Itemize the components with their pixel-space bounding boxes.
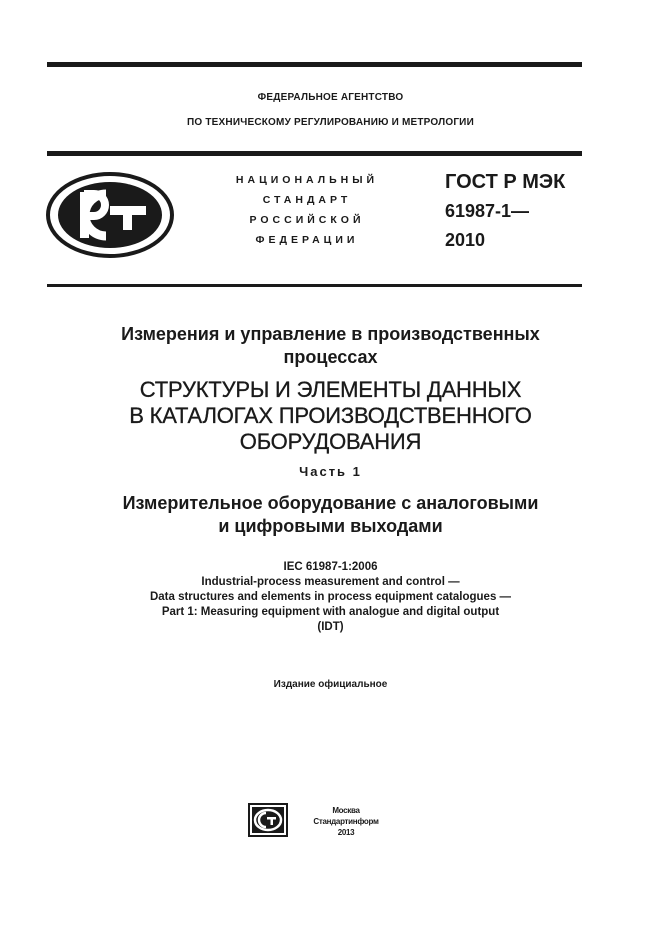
rst-certification-mark-icon [46,172,174,258]
publisher-name: Стандартинформ [313,817,379,826]
title-line-2: В КАТАЛОГАХ ПРОИЗВОДСТВЕННОГО [129,403,532,428]
title-line-3: ОБОРУДОВАНИЯ [239,429,422,454]
part-title-line-2: и цифровыми выходами [218,516,443,536]
standartinform-logo-icon [248,803,288,837]
title-rule [47,284,582,287]
iec-line-4: Part 1: Measuring equipment with analogue and digital output [161,606,500,618]
subject-line-2: процессах [283,347,378,367]
edition-note: Издание официальное [273,679,388,690]
designation-line-3: 2010 [445,230,486,250]
part-title-line-1: Измерительное оборудование с аналоговыми [122,493,539,513]
top-rule [47,62,582,67]
iec-line-5: (IDT) [317,621,344,633]
designation-line-1: ГОСТ Р МЭК [445,171,566,193]
national-standard-line-1: НАЦИОНАЛЬНЫЙ [235,174,379,186]
iec-line-1: IEC 61987-1:2006 [283,561,378,573]
title-line-1: СТРУКТУРЫ И ЭЛЕМЕНТЫ ДАННЫХ [139,377,522,402]
subject-line-1: Измерения и управление в производственных [121,324,540,344]
iec-reference [0,560,661,635]
agency-line-1: ФЕДЕРАЛЬНОЕ АГЕНТСТВО [257,92,404,103]
national-standard-line-3: РОССИЙСКОЙ [249,214,365,226]
national-standard-block [212,170,402,250]
subject-heading [0,323,661,369]
agency-line-2: ПО ТЕХНИЧЕСКОМУ РЕГУЛИРОВАНИЮ И МЕТРОЛОГИИ [187,117,474,128]
part-label: Часть 1 [299,464,362,479]
standard-designation [445,168,565,255]
national-standard-line-4: ФЕДЕРАЦИИ [255,234,359,246]
iec-line-2: Industrial-process measurement and control — [201,576,460,588]
document-title [0,377,661,455]
part-title [0,492,661,538]
header-rule [47,151,582,156]
iec-line-3: Data structures and elements in process equipment catalogues — [149,591,512,603]
publisher-city: Москва [332,806,360,815]
designation-line-2: 61987-1— [445,201,530,221]
publisher-year: 2013 [337,828,355,837]
national-standard-line-2: СТАНДАРТ [262,194,352,206]
publisher-imprint [296,805,396,838]
